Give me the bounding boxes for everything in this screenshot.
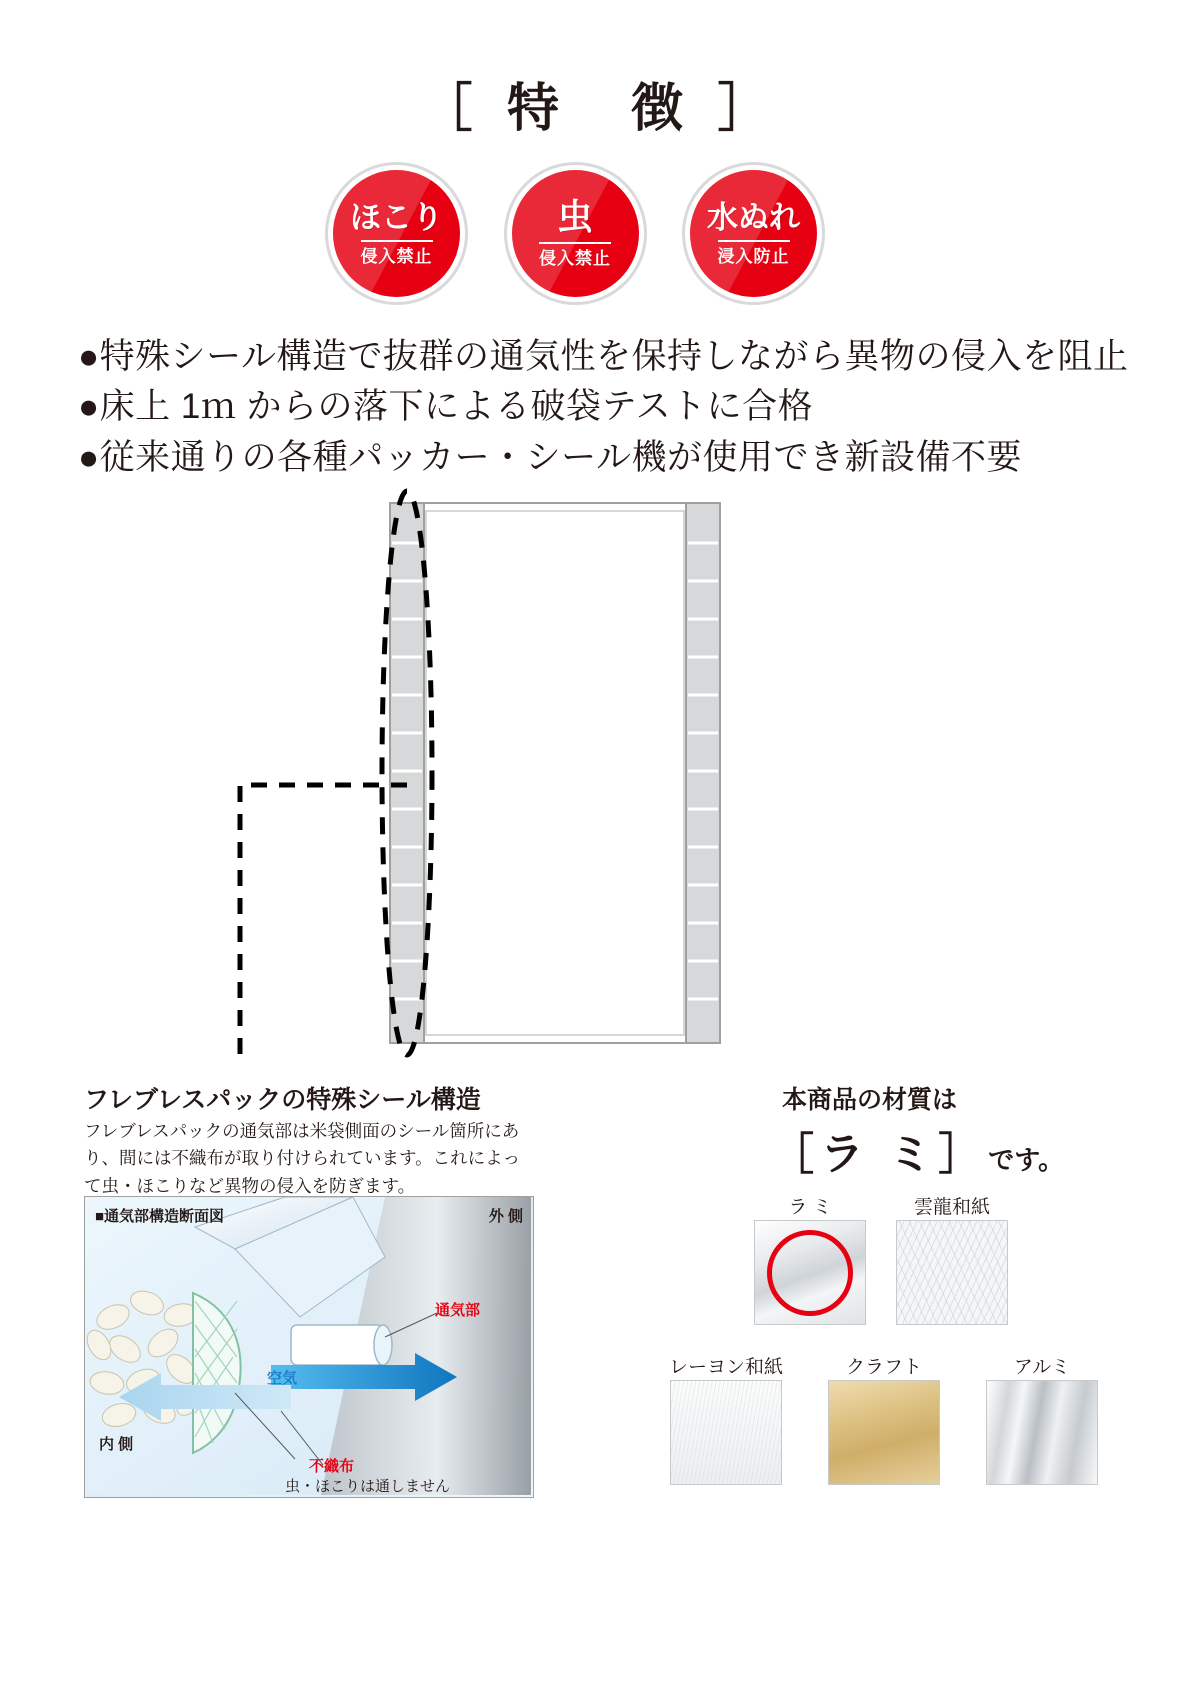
swatch-label-rayon-washi: レーヨン和紙 [668,1357,783,1378]
bag-diagram [220,485,780,1065]
swatch-unryu-washi [896,1220,1008,1325]
material-selected-suffix: です。 [988,1145,1065,1175]
cross-section-fabric-note: 虫・ほこりは通しません [285,1478,451,1495]
badge-water-main: 水ぬれ [707,199,800,235]
feature-line-1: ●特殊シール構造で抜群の通気性を保持しながら異物の侵入を阻止 [78,337,1129,376]
page-title: ［ 特 徴 ］ [420,80,780,138]
feature-line-3: ●従来通りの各種パッカー・シール機が使用でき新設備不要 [78,437,1022,477]
badge-insect [504,162,647,305]
cross-section-fabric-label: 不織布 [309,1458,355,1475]
material-bracket-open: ［ [770,1130,820,1179]
cross-section-vent-label: 通気部 [435,1302,481,1319]
badge-dust [325,162,468,305]
cross-section-svg [85,1197,531,1495]
feature-list [78,332,1128,483]
feature-line-2: ●床上 1ｍ からの落下による破袋テストに合格 [78,387,814,427]
cross-section-title: ■通気部構造断面図 [95,1208,225,1225]
seal-structure-body: フレブレスパックの通気部は米袋側面のシール箇所にあり、間には不織布が取り付けられています。これによって虫・ほこりなど異物の侵入を防ぎます。 [84,1121,521,1196]
feature-badges [325,158,825,308]
swatch-label-unryu-washi: 雲龍和紙 [913,1197,990,1218]
badge-water-sub: 浸入防止 [718,240,790,265]
material-heading: 本商品の材質は [782,1086,958,1114]
material-selected-name: ラ ミ [820,1130,939,1179]
badge-dust-main: ほこり [350,199,443,235]
badge-insect-sub: 侵入禁止 [539,242,611,267]
cross-section-panel [84,1196,534,1498]
badge-dust-sub: 侵入禁止 [361,240,433,265]
material-bracket-close: ］ [938,1130,989,1179]
cross-section-air-label: 空気 [267,1370,298,1387]
swatch-lami [754,1220,866,1325]
swatch-label-kraft: クラフト [845,1357,922,1378]
swatch-kraft [828,1380,940,1485]
swatch-rayon-washi [670,1380,782,1485]
bag-diagram-svg [220,485,780,1065]
swatch-label-lami: ラ ミ [788,1197,832,1218]
badge-insect-main: 虫 [556,196,593,237]
badge-water [682,162,825,305]
material-selected [770,1118,1064,1182]
swatch-label-aluminum: アルミ [1013,1357,1071,1378]
cross-section-outside-label: 外 側 [488,1208,523,1225]
cross-section-inside-label: 内 側 [99,1436,134,1453]
swatch-aluminum [986,1380,1098,1485]
seal-structure-heading: フレブレスパックの特殊シール構造 [84,1086,481,1114]
